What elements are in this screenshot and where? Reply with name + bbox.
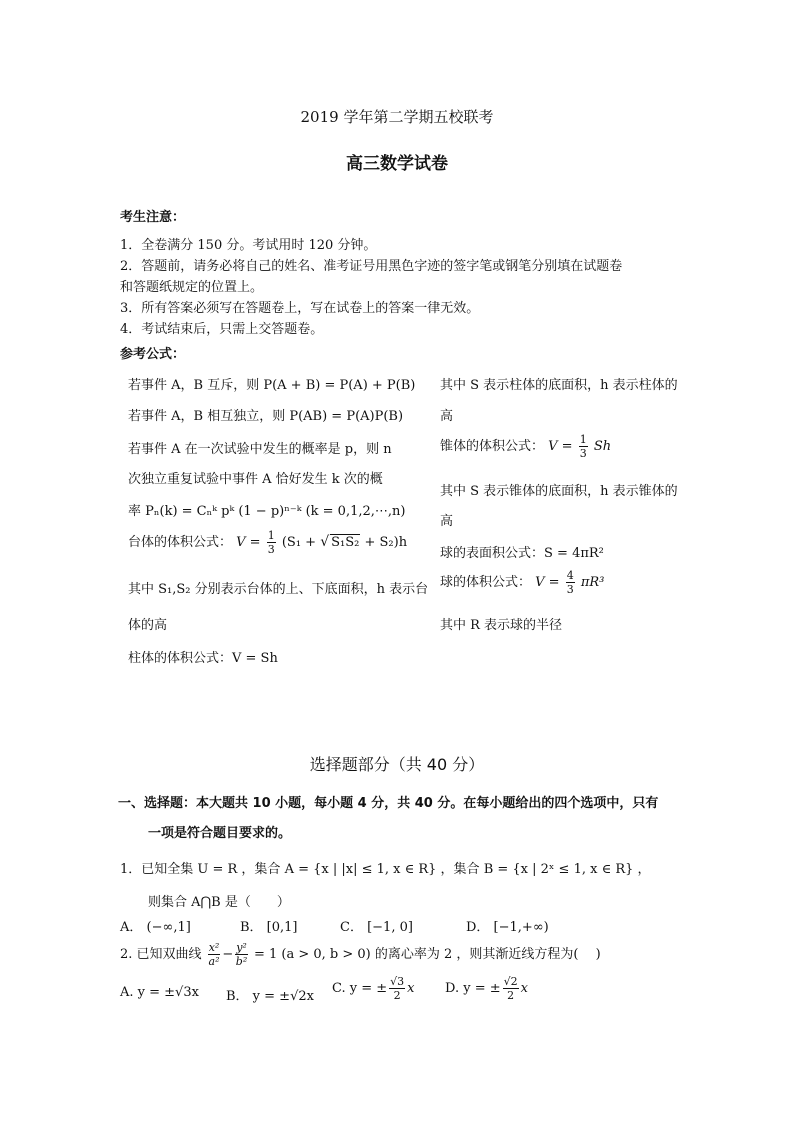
formula-pyramid-volume: 锥体的体积公式： V = $\frac{1}{3}$ Sh [440,433,612,460]
formula-frustum-v: V = [236,535,265,550]
sqrt-icon: √ [320,534,330,550]
notice-item: 1．全卷满分 150 分。考试用时 120 分钟。 [120,238,377,253]
question-1-option-a: A． (−∞,1] [120,920,191,935]
formula-frustum-note-line2: 体的高 [128,618,168,633]
question-2-option-a: A. y = ±√3x [120,985,199,1000]
notice-item: 3．所有答案必须写在答题卷上，写在试卷上的答案一律无效。 [120,301,480,316]
notice-heading: 考生注意： [120,210,186,225]
question-2-option-c: C. y = ± $\frac{√3}{2}$ x [332,975,415,1002]
formulas-heading: 参考公式： [120,347,186,362]
formula-frustum-note-line1: 其中 S₁,S₂ 分别表示台体的上、下底面积，h 表示台 [128,582,429,597]
question-1-option-c: C． [−1, 0] [340,920,413,935]
formula-exclusive-events: 若事件 A，B 互斥，则 P(A + B) = P(A) + P(B) [128,378,416,393]
question-1-option-d: D． [−1,+∞) [466,920,549,935]
notice-item: 2．答题前，请务必将自己的姓名、准考证号用黑色字迹的签字笔或钢笔分别填在试题卷 [120,259,623,274]
fraction: $\frac{1}{3}$ [267,529,275,556]
section-instruction: 一、选择题：本大题共 10 小题，每小题 4 分，共 40 分。在每小题给出的四个选项中，只有 [118,796,659,811]
formula-independent-events: 若事件 A，B 相互独立，则 P(AB) = P(A)P(B) [128,409,404,424]
formula-prism-volume: 柱体的体积公式：V = Sh [128,651,278,666]
formula-binomial-line3: 率 Pₙ(k) = Cₙᵏ pᵏ (1 − p)ⁿ⁻ᵏ (k = 0,1,2,⋯,n) [128,504,406,519]
fraction: $\frac{√3}{2}$ [390,975,405,1002]
formula-binomial-line2: 次独立重复试验中事件 A 恰好发生 k 次的概 [128,472,383,487]
question-1-stem: 1．已知全集 U = R ，集合 A = {x | |x| ≤ 1, x ∈ R} ，集合 B = {x | 2ˣ ≤ 1, x ∈ R} ， [120,862,651,877]
fraction: $\frac{4}{3}$ [566,569,574,596]
fraction: $\frac{\text{x²}}{\text{a²}}$ [208,941,220,968]
fraction: $\frac{1}{3}$ [579,433,587,460]
fraction: $\frac{\text{y²}}{\text{b²}}$ [235,941,248,968]
notice-item: 和答题纸规定的位置上。 [120,280,264,295]
subject-title: 高三数学试卷 [346,154,448,174]
question-2-option-d: D. y = ± $\frac{√2}{2}$ x [445,975,528,1002]
formula-frustum-label: 台体的体积公式： [128,535,233,550]
question-2-stem: 2. 已知双曲线 $\frac{\text{x²}}{\text{a²}}$ − $\frac{\text{y²}}{\text{b²}}$ = 1 (a > 0, b > 0) 的离心率为 2 ，则其渐近线方程为( ) [120,941,601,968]
question-1-stem: 则集合 A⋂B 是（ ） [148,895,290,910]
fraction: $\frac{√2}{2}$ [503,975,518,1002]
formula-prism-note-line2: 高 [440,409,454,424]
formula-pyramid-note-line1: 其中 S 表示锥体的底面积，h 表示锥体的 [440,484,678,499]
section-instruction: 一项是符合题目要求的。 [148,826,292,841]
formula-frustum-volume: 台体的体积公式： V = $\frac{1}{3}$ (S₁ + √ S₁S₂ + S₂)h [128,529,408,556]
formula-pyramid-note-line2: 高 [440,514,454,529]
question-1-option-b: B． [0,1] [240,920,298,935]
section-title: 选择题部分（共 40 分） [309,755,485,774]
formula-prism-note-line1: 其中 S 表示柱体的底面积，h 表示柱体的 [440,378,678,393]
notice-item: 4．考试结束后，只需上交答题卷。 [120,322,324,337]
formula-sphere-note: 其中 R 表示球的半径 [440,618,563,633]
formula-sphere-volume: 球的体积公式： V = $\frac{4}{3}$ πR³ [440,569,605,596]
formula-sphere-surface: 球的表面积公式：S = 4πR² [440,546,604,561]
question-2-option-b: B． y = ±√2x [226,989,314,1004]
exam-title: 2019 学年第二学期五校联考 [300,108,494,126]
formula-binomial-line1: 若事件 A 在一次试验中发生的概率是 p，则 n [128,442,392,457]
